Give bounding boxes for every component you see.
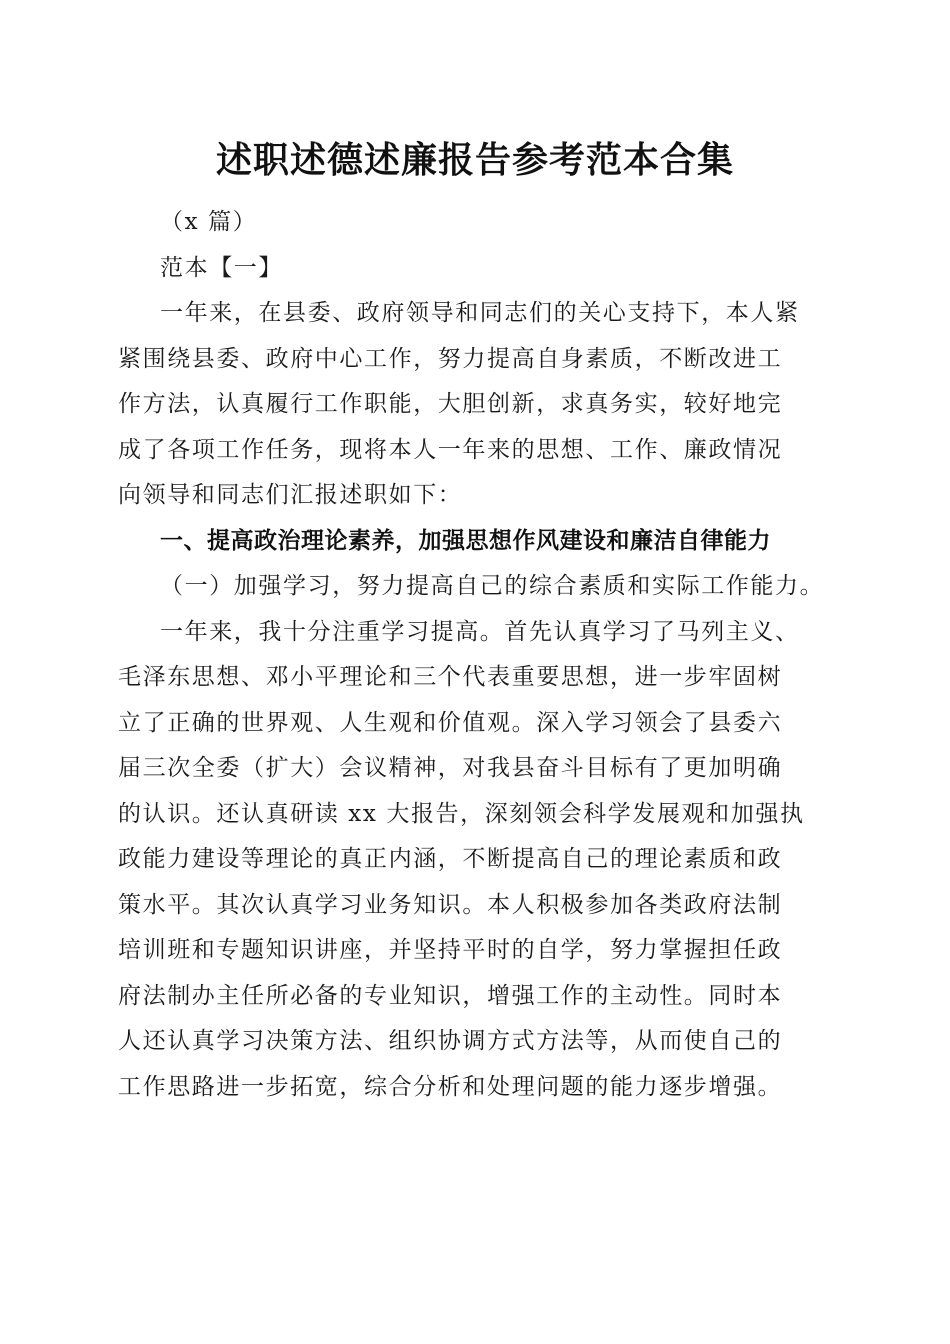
intro-paragraph xyxy=(118,291,830,519)
paragraph-line: 人还认真学习决策方法、组织协调方式方法等，从而使自己的 xyxy=(118,1028,783,1054)
paragraph-line: 紧围绕县委、政府中心工作，努力提高自身素质，不断改进工 xyxy=(118,345,783,372)
paragraph-line: 一年来，在县委、政府领导和同志们的关心支持下，本人紧 xyxy=(160,300,800,326)
paragraph-line: 工作思路进一步拓宽，综合分析和处理问题的能力逐步增强。 xyxy=(118,1073,783,1100)
study-paragraph xyxy=(118,610,830,1111)
paragraph-line: 毛泽东思想、邓小平理论和三个代表重要思想，进一步牢固树 xyxy=(118,664,783,690)
paragraph-line: 的认识。还认真研读 xx 大报告，深刻领会科学发展观和加强执 xyxy=(118,800,805,827)
subsection-heading: （一）加强学习，努力提高自己的综合素质和实际工作能力。 xyxy=(160,573,825,599)
paragraph-line: 府法制办主任所必备的专业知识，增强工作的主动性。同时本 xyxy=(118,982,783,1009)
paragraph-line: 成了各项工作任务，现将本人一年来的思想、工作、廉政情况 xyxy=(118,436,783,463)
paragraph-line: 政能力建设等理论的真正内涵，不断提高自己的理论素质和政 xyxy=(118,846,783,872)
paragraph-line: 培训班和专题知识讲座，并坚持平时的自学，努力掌握担任政 xyxy=(118,937,783,963)
count-note: （x 篇） xyxy=(160,209,258,235)
paragraph-line: 届三次全委（扩大）会议精神，对我县奋斗目标有了更加明确 xyxy=(118,755,783,781)
paragraph-line: 向领导和同志们汇报述职如下： xyxy=(118,482,463,508)
paragraph-line: 立了正确的世界观、人生观和价值观。深入学习领会了县委六 xyxy=(118,709,783,736)
sample-label: 范本【一】 xyxy=(160,254,283,281)
paragraph-line: 策水平。其次认真学习业务知识。本人积极参加各类政府法制 xyxy=(118,891,783,918)
paragraph-line: 作方法，认真履行工作职能，大胆创新，求真务实，较好地完 xyxy=(118,391,783,417)
document-body xyxy=(118,200,830,1110)
paragraph-line: 一年来，我十分注重学习提高。首先认真学习了马列主义、 xyxy=(160,618,800,645)
section-heading: 一、提高政治理论素养，加强思想作风建设和廉洁自律能力 xyxy=(160,527,771,554)
document-title: 述职述德述廉报告参考范本合集 xyxy=(215,139,734,181)
